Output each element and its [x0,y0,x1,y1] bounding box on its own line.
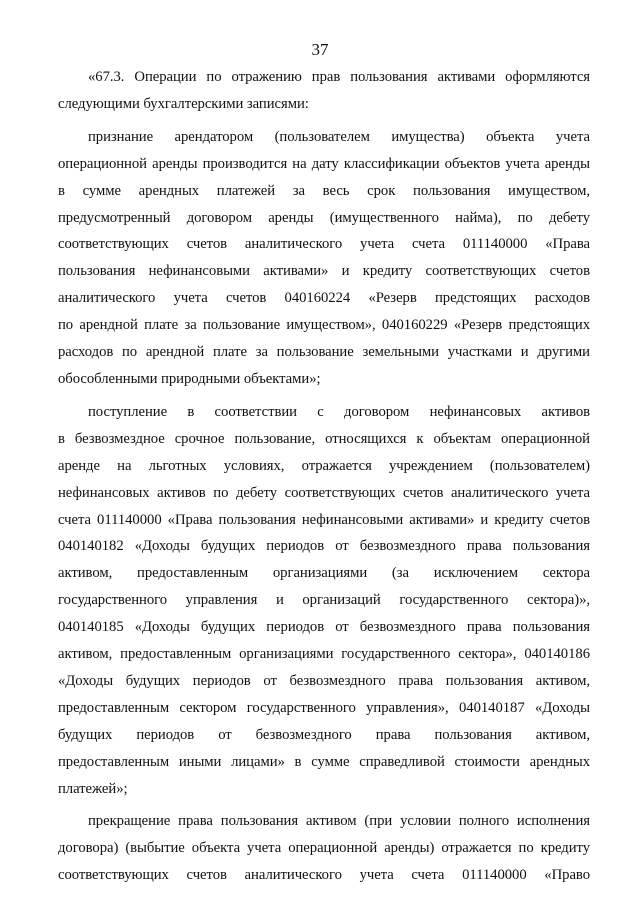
text-line: предоставленным иными лицами» в сумме справедливой стоимости арендных [58,753,590,770]
paragraph-4 [58,808,590,889]
paragraph-2 [58,124,590,393]
text-line: «67.3. Операции по отражению прав пользования активами оформляются [88,69,590,85]
text-line: соответствующих счетов аналитического учета счета 011140000 «Право [58,867,590,884]
text-line: аналитического учета счетов 040160224 «Резерв предстоящих расходов [58,290,590,307]
text-line: следующими бухгалтерскими записями: [58,95,309,112]
text-line: «Доходы будущих периодов от безвозмездного права пользования активом, [58,672,590,689]
document-body [58,64,590,889]
text-line: соответствующих счетов аналитического учета счета 011140000 «Права [58,236,590,253]
text-line: пользования нефинансовыми активами» и кредиту соответствующих счетов [58,263,590,280]
text-line: аренде на льготных условиях, отражается учреждением (пользователем) [58,457,590,474]
text-line: предоставленным сектором государственного управления», 040140187 «Доходы [58,699,590,716]
paragraph-3 [58,399,590,803]
text-line: активом, предоставленным организациями государственного сектора», 040140186 [58,646,590,663]
text-line: договора) (выбытие объекта учета операционной аренды) отражается по кредиту [58,840,590,857]
text-line: поступление в соответствии с договором нефинансовых активов [88,403,590,420]
text-line: 040140182 «Доходы будущих периодов от безвозмездного права пользования [58,538,590,555]
page-number: 37 [311,40,329,59]
text-line: предусмотренный договором аренды (имущественного найма), по дебету [58,209,590,226]
text-line: в безвозмездное срочное пользование, относящихся к объектам операционной [58,430,590,447]
text-line: нефинансовых активов по дебету соответствующих счетов аналитического учета [58,484,590,501]
text-line: признание арендатором (пользователем имущества) объекта учета [88,128,590,145]
paragraph-1 [58,64,590,118]
text-line: платежей»; [58,780,128,797]
text-line: прекращение права пользования активом (при условии полного исполнения [88,813,590,830]
text-line: счета 011140000 «Права пользования нефинансовыми активами» и кредиту счетов [58,511,590,528]
text-line: по арендной плате за пользование имуществом», 040160229 «Резерв предстоящих [58,317,590,334]
text-line: активом, предоставленным организациями (за исключением сектора [58,565,590,582]
text-line: государственного управления и организаций государственного сектора)», [58,592,590,609]
text-line: обособленными природными объектами»; [58,370,321,387]
text-line: в сумме арендных платежей за весь срок пользования имуществом, [58,182,590,199]
text-line: операционной аренды производится на дату классификации объектов учета аренды [58,155,590,172]
text-line: 040140185 «Доходы будущих периодов от безвозмездного права пользования [58,619,590,636]
text-line: расходов по арендной плате за пользование земельными участками и другими [58,344,590,361]
text-line: будущих периодов от безвозмездного права пользования активом, [58,726,590,743]
